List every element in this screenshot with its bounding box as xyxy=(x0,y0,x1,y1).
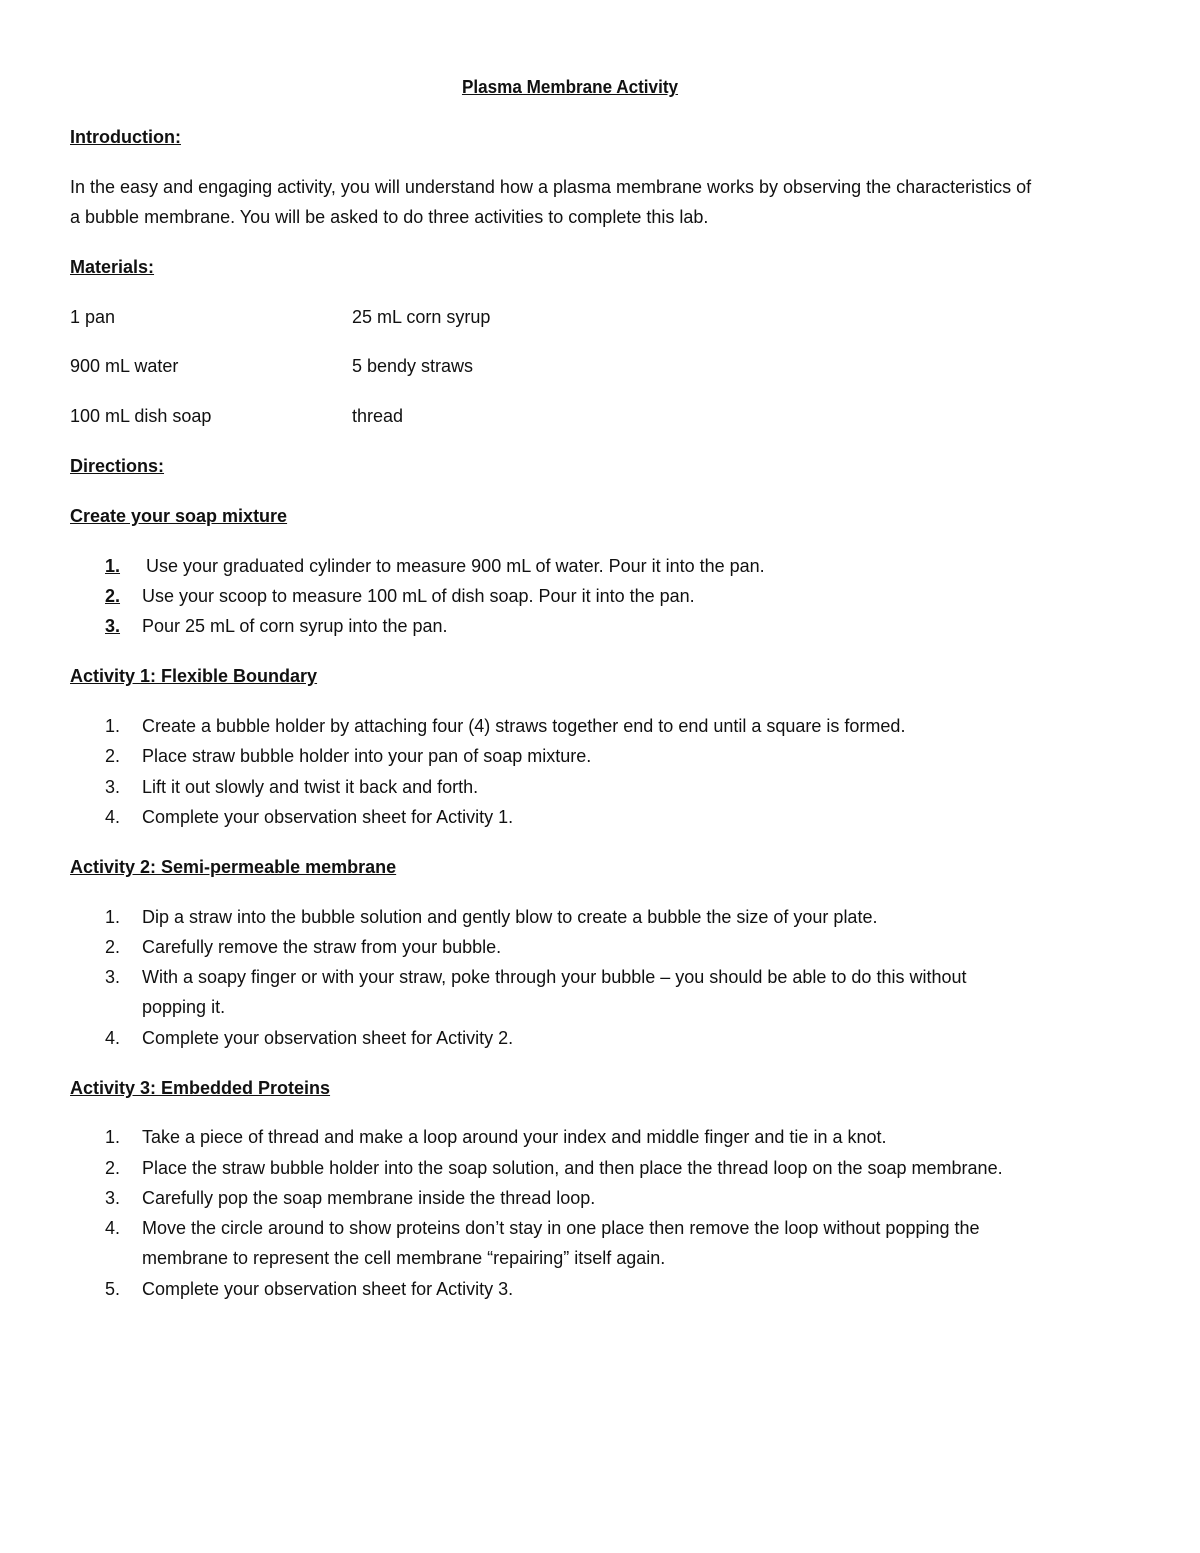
step-number: 2. xyxy=(105,1158,121,1178)
step-number: 5. xyxy=(105,1279,121,1299)
step-number: 3. xyxy=(105,616,121,636)
step-text: Move the circle around to show proteins don’t stay in one place then remove the loop without popping the xyxy=(142,1218,980,1238)
step-text: Complete your observation sheet for Activity 1. xyxy=(142,807,514,827)
step-text-continuation: popping it. xyxy=(142,997,226,1017)
introduction-heading: Introduction: xyxy=(70,127,181,147)
step-text: Complete your observation sheet for Activity 2. xyxy=(142,1028,514,1048)
step-text: Carefully remove the straw from your bubble. xyxy=(142,937,502,957)
introduction-text-line-2: a bubble membrane. You will be asked to do three activities to complete this lab. xyxy=(70,207,709,227)
step-text: Carefully pop the soap membrane inside the thread loop. xyxy=(142,1188,596,1208)
materials-heading: Materials: xyxy=(70,257,155,277)
page-title: Plasma Membrane Activity xyxy=(461,77,679,97)
material-item: 1 pan xyxy=(70,307,116,327)
directions-heading: Directions: xyxy=(70,456,165,476)
material-item: 25 mL corn syrup xyxy=(352,307,491,327)
soap-mixture-heading: Create your soap mixture xyxy=(70,506,288,526)
step-number: 2. xyxy=(105,746,121,766)
step-text-continuation: membrane to represent the cell membrane “repairing” itself again. xyxy=(142,1248,666,1268)
step-number: 4. xyxy=(105,1028,121,1048)
step-number: 3. xyxy=(105,1188,121,1208)
step-number: 1. xyxy=(105,716,121,736)
step-text: Dip a straw into the bubble solution and gently blow to create a bubble the size of your plate. xyxy=(142,907,878,927)
material-item: 100 mL dish soap xyxy=(70,406,212,426)
step-number: 4. xyxy=(105,807,121,827)
activity-3-heading: Activity 3: Embedded Proteins xyxy=(70,1078,331,1098)
step-text: With a soapy finger or with your straw, poke through your bubble – you should be able to do this without xyxy=(142,967,967,987)
introduction-text-line-1: In the easy and engaging activity, you will understand how a plasma membrane works by observing the characteristics of xyxy=(70,177,1032,197)
step-text: Create a bubble holder by attaching four (4) straws together end to end until a square is formed. xyxy=(142,716,906,736)
step-number: 4. xyxy=(105,1218,121,1238)
step-text: Complete your observation sheet for Activity 3. xyxy=(142,1279,514,1299)
step-text: Place the straw bubble holder into the soap solution, and then place the thread loop on the soap membrane. xyxy=(142,1158,1003,1178)
step-text: Place straw bubble holder into your pan of soap mixture. xyxy=(142,746,592,766)
step-number: 1. xyxy=(105,907,121,927)
material-item: 5 bendy straws xyxy=(352,356,474,376)
step-number: 2. xyxy=(105,937,121,957)
material-item: 900 mL water xyxy=(70,356,179,376)
step-number: 3. xyxy=(105,967,121,987)
activity-2-heading: Activity 2: Semi-permeable membrane xyxy=(70,857,397,877)
step-text: Take a piece of thread and make a loop around your index and middle finger and tie in a knot. xyxy=(142,1127,887,1147)
step-text: Use your scoop to measure 100 mL of dish soap. Pour it into the pan. xyxy=(142,586,695,606)
step-number: 1. xyxy=(105,1127,121,1147)
step-number: 3. xyxy=(105,777,121,797)
step-text: Use your graduated cylinder to measure 900 mL of water. Pour it into the pan. xyxy=(146,556,765,576)
step-number: 1. xyxy=(105,556,121,576)
step-text: Lift it out slowly and twist it back and forth. xyxy=(142,777,479,797)
step-number: 2. xyxy=(105,586,121,606)
activity-1-heading: Activity 1: Flexible Boundary xyxy=(70,666,318,686)
material-item: thread xyxy=(352,406,404,426)
step-text: Pour 25 mL of corn syrup into the pan. xyxy=(142,616,448,636)
